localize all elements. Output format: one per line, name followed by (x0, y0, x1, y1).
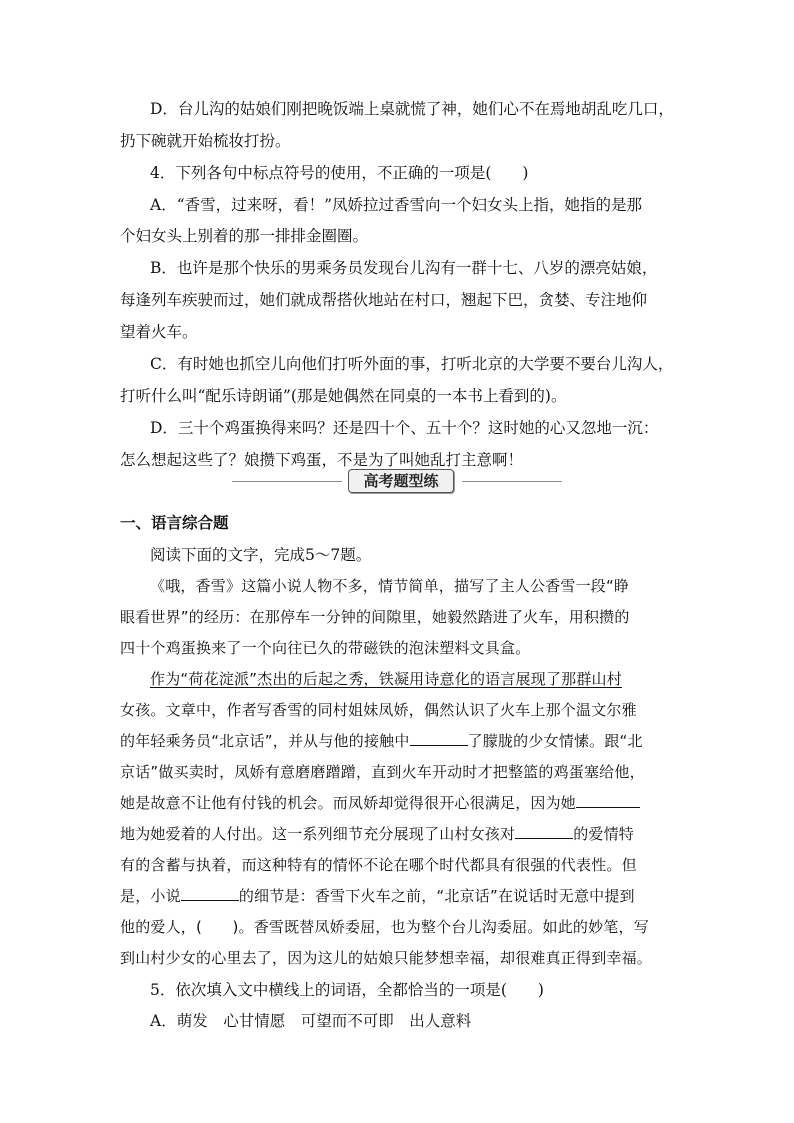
banner-rule-right (462, 481, 562, 482)
section-instruction: 阅读下面的文字，完成5～7题。 (150, 546, 372, 564)
passage-p1-line2: 眼看世界”的经历：在那停车一分钟的间隙里，她毅然踏进了火车，用积攒的 (120, 608, 630, 626)
q4-option-a-line1: A．“香雪，过来呀，看！”凤娇拉过香雪向一个妇女头上指，她指的是那 (150, 196, 643, 214)
text-segment: 是，小说 (120, 887, 181, 905)
passage-p2-line3 (120, 730, 676, 751)
banner-label: 高考题型练 (348, 469, 454, 493)
banner-rule-left (232, 481, 342, 482)
q4-option-c-line2: 打听什么叫“配乐诗朗诵”(那是她偶然在同桌的一本书上看到的)。 (120, 387, 567, 405)
passage-p2-line4: 京话”做买卖时，凤娇有意磨磨蹭蹭，直到火车开动时才把整篮的鸡蛋塞给他， (120, 763, 645, 781)
passage-p2-line5 (120, 792, 676, 813)
section-banner (232, 469, 562, 495)
passage-p2-line9: 他的爱人，( )。香雪既替凤娇委屈，也为整个台儿沟委屈。如此的妙笔，写 (120, 918, 649, 936)
q3-option-d-line2: 扔下碗就开始梳妆打扮。 (120, 132, 291, 150)
q4-stem: 4．下列各句中标点符号的使用，不正确的一项是( ) (150, 164, 529, 182)
section-heading: 一、语言综合题 (120, 513, 229, 532)
text-segment: 的年轻乘务员“北京话”，并从与他的接触中 (120, 732, 410, 750)
q5-stem: 5．依次填入文中横线上的词语，全都恰当的一项是( ) (150, 981, 544, 999)
text-segment: 的细节是：香雪下火车之前，“北京话”在说话时无意中提到 (238, 887, 635, 905)
answer-blank-1 (410, 731, 468, 746)
text-segment: 地为她爱着的人付出。这一系列细节充分展现了山村女孩对 (120, 825, 516, 843)
passage-p2-line1 (150, 668, 706, 689)
text-segment: 了朦胧的少女情愫。跟“北 (467, 732, 643, 750)
passage-p2-line10: 到山村少女的心里去了，因为这儿的姑娘只能梦想幸福，却很难真正得到幸福。 (120, 949, 653, 967)
q4-option-d-line2: 怎么想起这些了？娘攒下鸡蛋，不是为了叫她乱打主意啊！ (120, 451, 524, 469)
q5-option-a: A．萌发 心甘情愿 可望而不可即 出人意料 (150, 1012, 472, 1030)
passage-p1-line3: 四十个鸡蛋换来了一个向往已久的带磁铁的泡沫塑料文具盒。 (120, 639, 531, 657)
answer-blank-4 (181, 886, 239, 901)
passage-p2-line2: 女孩。文章中，作者写香雪的同村姐妹凤娇，偶然认识了火车上那个温文尔雅 (120, 701, 637, 719)
text-segment: 她是故意不让他有付钱的机会。而凤娇却觉得很开心很满足，因为她 (120, 794, 577, 812)
passage-p2-line8 (120, 885, 676, 906)
answer-blank-3 (515, 824, 573, 839)
q4-option-b-line1: B．也许是那个快乐的男乘务员发现台儿沟有一群十七、八岁的漂亮姑娘， (150, 259, 658, 277)
q4-option-d-line1: D．三十个鸡蛋换得来吗？还是四十个、五十个？这时她的心又忽地一沉： (150, 419, 659, 437)
q4-option-b-line3: 望着火车。 (120, 323, 198, 341)
text-segment: 的爱情特 (573, 825, 635, 843)
q4-option-b-line2: 每逢列车疾驶而过，她们就成帮搭伙地站在村口，翘起下巴，贪婪、专注地仰 (120, 291, 648, 309)
passage-p2-line6 (120, 823, 676, 844)
q3-option-d-line1: D．台儿沟的姑娘们刚把晚饭端上桌就慌了神，她们心不在焉地胡乱吃几口， (150, 100, 674, 118)
answer-blank-2 (576, 793, 640, 808)
q4-option-a-line2: 个妇女头上别着的那一排排金圈圈。 (120, 227, 369, 245)
passage-p2-line7: 有的含蓄与执着，而这种特有的情怀不论在哪个时代都具有很强的代表性。但 (120, 856, 637, 874)
q4-option-c-line1: C．有时她也抓空儿向他们打听外面的事，打听北京的大学要不要台儿沟人， (150, 355, 674, 373)
underlined-sentence: 作为“荷花淀派”杰出的后起之秀，铁凝用诗意化的语言展现了那群山村 (150, 670, 622, 688)
passage-p1-line1: 《哦，香雪》这篇小说人物不多，情节简单，描写了主人公香雪一段“睁 (150, 577, 630, 595)
